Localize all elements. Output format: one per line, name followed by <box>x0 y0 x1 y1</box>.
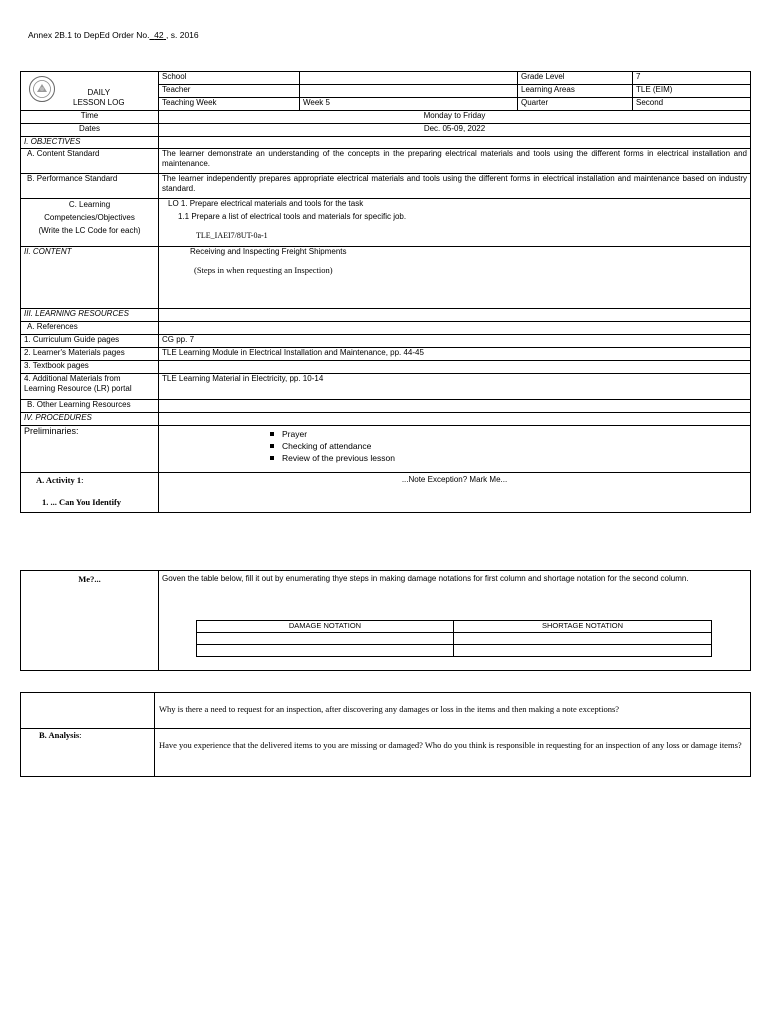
activity-label: A. Activity 1: 1. ... Can You Identify <box>21 473 159 513</box>
preliminaries-label: Preliminaries: <box>21 426 159 473</box>
lm-label: 2. Learner's Materials pages <box>21 348 159 361</box>
cg-value: CG pp. 7 <box>159 335 751 348</box>
shortage-notation-header: SHORTAGE NOTATION <box>454 621 712 633</box>
analysis-question-1: Why is there a need to request for an inspection, after discovering any damages or loss in the items and then making a note exceptions? <box>155 693 751 729</box>
lo-text: LO 1. Prepare electrical materials and tools for the task <box>168 199 364 208</box>
daily-lesson-log-title: DAILY LESSON LOG <box>73 88 125 107</box>
content-heading: II. CONTENT <box>21 247 159 309</box>
content-standard-text: The learner demonstrate an understanding of the concepts in the preparing electrical materials and tools using the different forms in electrical installation and maintenance. <box>159 149 751 174</box>
teacher-value <box>300 85 518 98</box>
additional-materials-label: 4. Additional Materials from Learning Resource (LR) portal <box>21 374 159 400</box>
list-item: Prayer <box>270 428 747 440</box>
time-label: Time <box>21 111 159 124</box>
area-value: TLE (EIM) <box>633 85 751 98</box>
annex-year: , s. 2016 <box>166 30 199 40</box>
school-value <box>300 72 518 85</box>
lm-value: TLE Learning Module in Electrical Installation and Maintenance, pp. 44-45 <box>159 348 751 361</box>
annex-prefix: Annex 2B.1 to DepEd Order No. <box>28 30 150 40</box>
analysis-label: B. Analysis: <box>21 729 155 777</box>
dates-value: Dec. 05-09, 2022 <box>159 124 751 137</box>
other-resources-label: B. Other Learning Resources <box>21 400 159 413</box>
textbook-value <box>159 361 751 374</box>
me-label: Me?... <box>21 571 159 671</box>
week-label: Teaching Week <box>159 98 300 111</box>
preliminaries-list <box>159 426 751 473</box>
teacher-label: Teacher <box>159 85 300 98</box>
logo-cell <box>21 72 159 111</box>
analysis-table <box>20 692 751 777</box>
table-row <box>197 633 712 645</box>
content-subtitle: (Steps in when requesting an Inspection) <box>194 265 333 275</box>
dates-label: Dates <box>21 124 159 137</box>
performance-standard-text: The learner independently prepares appropriate electrical materials and tools using the different forms in electrical installation and maintenance based on industry standard. <box>159 174 751 199</box>
procedures-heading: IV. PROCEDURES <box>21 413 159 426</box>
resources-heading: III. LEARNING RESOURCES <box>21 309 159 322</box>
week-value: Week 5 <box>300 98 518 111</box>
lc-code: TLE_IAEI7/8UT-0a-1 <box>196 231 268 240</box>
order-number: 42 <box>154 30 164 40</box>
list-item: Checking of attendance <box>270 440 747 452</box>
time-value: Monday to Friday <box>159 111 751 124</box>
grade-label: Grade Level <box>518 72 633 85</box>
textbook-label: 3. Textbook pages <box>21 361 159 374</box>
references-label: A. References <box>21 322 159 335</box>
analysis-question-2: Have you experience that the delivered items to you are missing or damaged? Who do you think is responsible in requesting for an inspection of any loss or damage items? <box>155 729 751 777</box>
quarter-value: Second <box>633 98 751 111</box>
notation-table <box>196 620 712 657</box>
additional-materials-value: TLE Learning Material in Electricity, pp. 10-14 <box>159 374 751 400</box>
table-row <box>197 645 712 657</box>
grade-value: 7 <box>633 72 751 85</box>
learning-competencies-label: C. Learning Competencies/Objectives (Write the LC Code for each) <box>21 199 159 247</box>
learning-competencies-text <box>159 199 751 247</box>
list-item: Review of the previous lesson <box>270 452 747 464</box>
damage-notation-header: DAMAGE NOTATION <box>197 621 454 633</box>
content-text <box>159 247 751 309</box>
activity-instruction: Goven the table below, fill it out by enumerating thye steps in making damage notations for first column and shortage notation for the second column. <box>159 571 751 671</box>
objectives-heading: I. OBJECTIVES <box>21 137 159 149</box>
area-label: Learning Areas <box>518 85 633 98</box>
performance-standard-label: B. Performance Standard <box>21 174 159 199</box>
quarter-label: Quarter <box>518 98 633 111</box>
lo-sub-text: 1.1 Prepare a list of electrical tools and materials for specific job. <box>178 212 407 221</box>
content-title: Receiving and Inspecting Freight Shipments <box>190 247 347 256</box>
annex-reference <box>28 30 199 40</box>
activity-value: ...Note Exception? Mark Me... <box>159 473 751 513</box>
lesson-log-table <box>20 71 751 513</box>
content-standard-label: A. Content Standard <box>21 149 159 174</box>
deped-seal-icon <box>28 75 56 103</box>
cg-label: 1. Curriculum Guide pages <box>21 335 159 348</box>
school-label: School <box>159 72 300 85</box>
